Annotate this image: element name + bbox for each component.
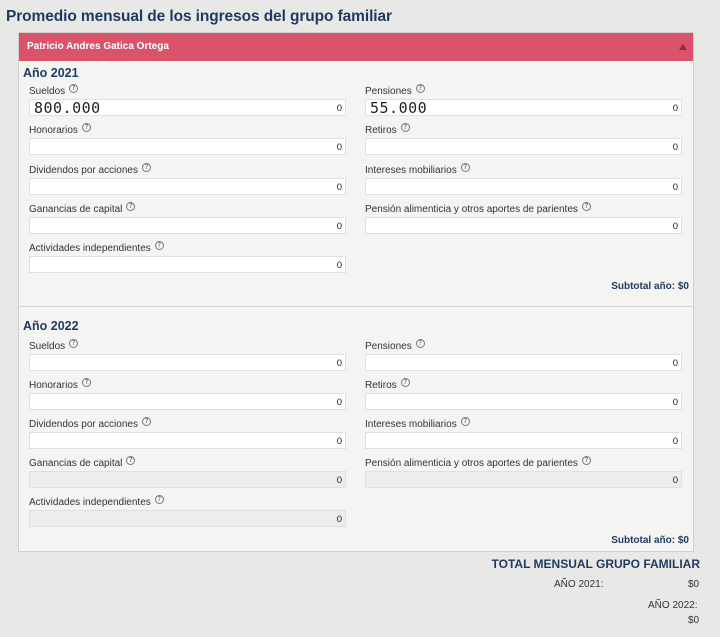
subtotal-2022: Subtotal año: $0	[611, 535, 689, 546]
field-value: 0	[336, 358, 342, 369]
field-value: 0	[672, 182, 678, 193]
total-title: TOTAL MENSUAL GRUPO FAMILIAR	[491, 557, 700, 571]
field-2021-dividendos	[29, 163, 346, 195]
field-label: Actividades independientes	[29, 497, 151, 508]
dividendos-2021-input[interactable]	[29, 178, 346, 195]
field-2021-pension-alimenticia	[365, 202, 682, 234]
help-icon[interactable]: ?	[69, 339, 78, 348]
intereses-2021-input[interactable]	[365, 178, 682, 195]
total-2021-label: AÑO 2021:	[554, 579, 604, 590]
member-panel-header[interactable]	[19, 33, 693, 61]
pension-alimenticia-2022-input[interactable]	[365, 471, 682, 488]
field-label: Sueldos	[29, 341, 66, 352]
help-icon[interactable]: ?	[401, 378, 410, 387]
field-2021-honorarios	[29, 123, 346, 155]
field-2022-dividendos	[29, 417, 346, 449]
field-label: Intereses mobiliarios	[365, 165, 457, 176]
pensiones-2021-input[interactable]	[365, 99, 682, 116]
field-2021-sueldos	[29, 84, 346, 116]
help-icon[interactable]: ?	[461, 417, 470, 426]
field-value: 0	[672, 103, 678, 114]
retiros-2021-input[interactable]	[365, 138, 682, 155]
field-2022-intereses	[365, 417, 682, 449]
help-icon[interactable]: ?	[582, 202, 591, 211]
field-value: 0	[336, 436, 342, 447]
field-value: 0	[336, 397, 342, 408]
field-2022-sueldos	[29, 339, 346, 371]
typed-value: 55.000	[370, 99, 428, 117]
field-2022-actividades	[29, 495, 346, 527]
field-label: Ganancias de capital	[29, 458, 123, 469]
field-label: Retiros	[365, 380, 397, 391]
help-icon[interactable]: ?	[582, 456, 591, 465]
help-icon[interactable]: ?	[69, 84, 78, 93]
field-2021-retiros	[365, 123, 682, 155]
intereses-2022-input[interactable]	[365, 432, 682, 449]
pensiones-2022-input[interactable]	[365, 354, 682, 371]
field-value: 0	[336, 260, 342, 271]
field-label: Dividendos por acciones	[29, 419, 138, 430]
field-label: Sueldos	[29, 86, 66, 97]
field-value: 0	[336, 103, 342, 114]
honorarios-2022-input[interactable]	[29, 393, 346, 410]
pension-alimenticia-2021-input[interactable]	[365, 217, 682, 234]
honorarios-2021-input[interactable]	[29, 138, 346, 155]
field-value: 0	[672, 142, 678, 153]
section-divider	[19, 306, 693, 307]
help-icon[interactable]: ?	[401, 123, 410, 132]
field-value: 0	[336, 182, 342, 193]
help-icon[interactable]: ?	[155, 495, 164, 504]
field-2021-pensiones	[365, 84, 682, 116]
field-label: Pensión alimenticia y otros aportes de parientes	[365, 458, 578, 469]
ganancias-2021-input[interactable]	[29, 217, 346, 234]
actividades-2021-input[interactable]	[29, 256, 346, 273]
field-2022-retiros	[365, 378, 682, 410]
dividendos-2022-input[interactable]	[29, 432, 346, 449]
field-value: 0	[336, 514, 342, 525]
help-icon[interactable]: ?	[82, 378, 91, 387]
member-name: Patricio Andres Gatica Ortega	[27, 41, 169, 52]
help-icon[interactable]: ?	[142, 163, 151, 172]
year-2021-title: Año 2021	[23, 66, 79, 80]
field-2022-pension-alimenticia	[365, 456, 682, 488]
help-icon[interactable]: ?	[416, 339, 425, 348]
field-label: Honorarios	[29, 125, 78, 136]
ganancias-2022-input[interactable]	[29, 471, 346, 488]
field-label: Dividendos por acciones	[29, 165, 138, 176]
field-label: Retiros	[365, 125, 397, 136]
help-icon[interactable]: ?	[142, 417, 151, 426]
field-label: Pensión alimenticia y otros aportes de parientes	[365, 204, 578, 215]
field-label: Honorarios	[29, 380, 78, 391]
help-icon[interactable]: ?	[461, 163, 470, 172]
member-income-panel	[18, 32, 694, 552]
field-label: Pensiones	[365, 86, 412, 97]
sueldos-2021-input[interactable]	[29, 99, 346, 116]
field-value: 0	[672, 475, 678, 486]
help-icon[interactable]: ?	[126, 456, 135, 465]
field-2022-honorarios	[29, 378, 346, 410]
sueldos-2022-input[interactable]	[29, 354, 346, 371]
typed-value: 800.000	[34, 99, 101, 117]
subtotal-2021: Subtotal año: $0	[611, 281, 689, 292]
field-label: Pensiones	[365, 341, 412, 352]
actividades-2022-input[interactable]	[29, 510, 346, 527]
field-value: 0	[336, 221, 342, 232]
field-value: 0	[672, 397, 678, 408]
field-2022-pensiones	[365, 339, 682, 371]
total-2021-value: $0	[688, 579, 700, 590]
total-2022-label: AÑO 2022:	[648, 600, 698, 611]
field-2022-ganancias	[29, 456, 346, 488]
field-label: Ganancias de capital	[29, 204, 123, 215]
field-label: Intereses mobiliarios	[365, 419, 457, 430]
total-2022-value: $0	[688, 615, 700, 626]
field-value: 0	[672, 436, 678, 447]
field-value: 0	[336, 142, 342, 153]
field-2021-ganancias	[29, 202, 346, 234]
field-value: 0	[336, 475, 342, 486]
field-2021-actividades	[29, 241, 346, 273]
help-icon[interactable]: ?	[126, 202, 135, 211]
retiros-2022-input[interactable]	[365, 393, 682, 410]
field-value: 0	[672, 358, 678, 369]
field-2021-intereses	[365, 163, 682, 195]
year-2022-title: Año 2022	[23, 319, 79, 333]
help-icon[interactable]: ?	[416, 84, 425, 93]
help-icon[interactable]: ?	[82, 123, 91, 132]
field-label: Actividades independientes	[29, 243, 151, 254]
collapse-arrow-icon[interactable]	[679, 44, 687, 50]
help-icon[interactable]: ?	[155, 241, 164, 250]
page-title: Promedio mensual de los ingresos del grupo familiar	[6, 8, 392, 25]
field-value: 0	[672, 221, 678, 232]
